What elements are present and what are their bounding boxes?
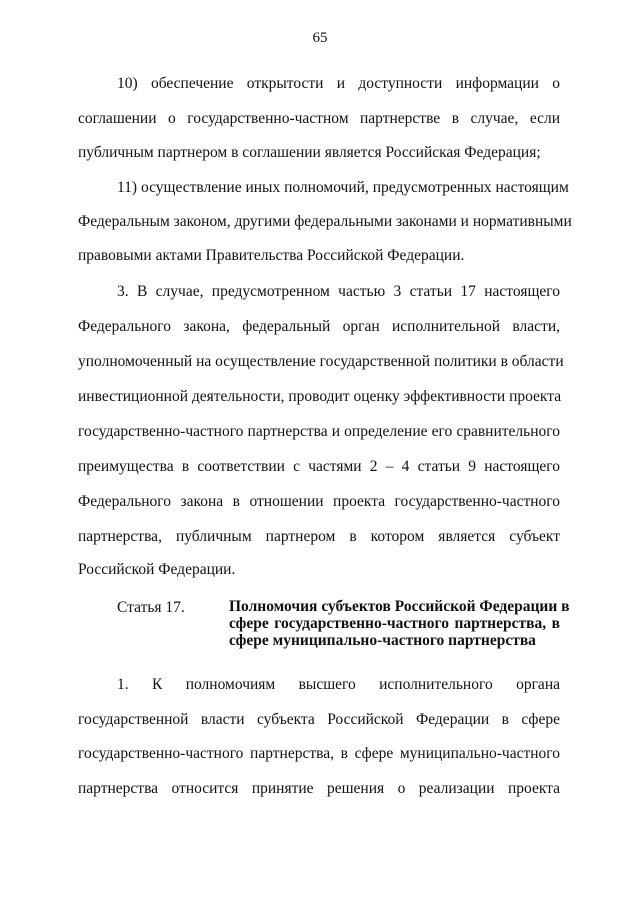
- text-line: 10) обеспечение открытости и доступности информации о: [117, 75, 560, 92]
- text-line: Российской Федерации.: [78, 561, 236, 578]
- text-line: 1. К полномочиям высшего исполнительного органа: [117, 676, 560, 693]
- text-line: 3. В случае, предусмотренном частью 3 статьи 17 настоящего: [117, 283, 560, 300]
- text-line: Федерального закона, федеральный орган исполнительной власти,: [78, 318, 560, 335]
- text-line: партнерства относится принятие решения о реализации проекта: [78, 780, 560, 797]
- text-line: публичным партнером в соглашении является Российская Федерация;: [78, 144, 541, 161]
- article-title: [229, 598, 570, 649]
- article-title-line: сфере государственно-частного партнерства, в: [229, 615, 560, 632]
- text-line: партнерства, публичным партнером в котором является субъект: [78, 528, 560, 545]
- text-line: преимущества в соответствии с частями 2 – 4 статьи 9 настоящего: [78, 458, 560, 475]
- page-number: 65: [312, 30, 328, 46]
- text-line: 11) осуществление иных полномочий, предусмотренных настоящим: [117, 179, 569, 196]
- text-line: Федеральным законом, другими федеральными законами и нормативными: [78, 213, 572, 230]
- article-title-line: сфере муниципально-частного партнерства: [229, 632, 536, 649]
- text-line: государственно-частного партнерства, в сфере муниципально-частного: [78, 745, 560, 762]
- text-line: уполномоченный на осуществление государственной политики в области: [78, 353, 564, 370]
- article-number: Статья 17.: [117, 599, 185, 616]
- article-title-line: Полномочия субъектов Российской Федерации в: [229, 598, 570, 615]
- text-line: Федерального закона в отношении проекта государственно-частного: [78, 493, 560, 510]
- text-line: правовыми актами Правительства Российской Федерации.: [78, 247, 465, 264]
- text-line: государственно-частного партнерства и определение его сравнительного: [78, 423, 560, 440]
- text-line: соглашении о государственно-частном партнерстве в случае, если: [78, 110, 560, 127]
- text-line: государственной власти субъекта Российской Федерации в сфере: [78, 711, 560, 728]
- text-line: инвестиционной деятельности, проводит оценку эффективности проекта: [78, 388, 562, 405]
